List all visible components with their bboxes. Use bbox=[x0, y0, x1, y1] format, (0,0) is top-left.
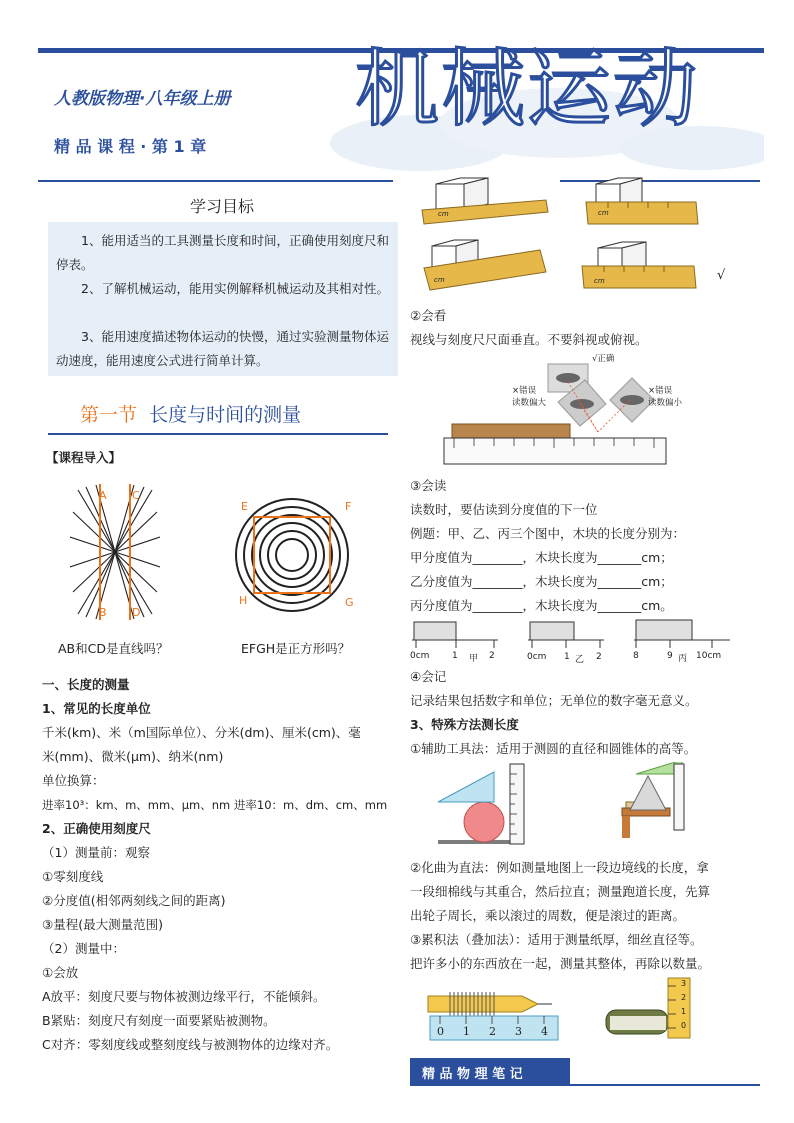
example-yi: 乙分度值为________，木块长度为_______cm； bbox=[410, 574, 673, 589]
ruler-bing-tick-9: 9 bbox=[667, 651, 673, 661]
example-bing: 丙分度值为________，木块长度为_______cm。 bbox=[410, 598, 673, 613]
vert-tick-2: 2 bbox=[681, 993, 687, 1002]
eye-wrong-big-label-1: ×错误 bbox=[512, 386, 537, 396]
method-3-line-1: ③累积法（叠加法）：适用于测量纸厚，细丝直径等。 bbox=[410, 932, 703, 947]
label-c: C bbox=[132, 489, 140, 502]
illusion-square-figure bbox=[232, 495, 352, 615]
method-3-line-2: 把许多小的东西放在一起，测量其整体，再除以数量。 bbox=[410, 956, 711, 971]
label-b: B bbox=[99, 606, 107, 619]
place-b: B紧贴：刻度尺有刻度一面要紧贴被测物。 bbox=[42, 1013, 276, 1028]
observe-division: ②分度值(相邻两刻线之间的距离) bbox=[42, 893, 226, 908]
ruler-yi-tick-1: 1 bbox=[564, 652, 570, 662]
ruler-jia-tick-2: 2 bbox=[489, 651, 495, 661]
ruler-placement-figure bbox=[418, 176, 718, 300]
ruler-bing-name: 丙 bbox=[678, 654, 688, 664]
ruler-unit-label-4: cm bbox=[594, 277, 605, 285]
observe-range: ③量程(最大测量范围) bbox=[42, 917, 163, 932]
ruler-bing-tick-10: 10cm bbox=[696, 651, 722, 661]
ruler-yi-figure bbox=[526, 620, 606, 650]
ruler-jia-tick-1: 1 bbox=[452, 651, 458, 661]
heading-units: 1、常见的长度单位 bbox=[42, 701, 151, 716]
cone-height-figure bbox=[600, 762, 690, 846]
section-underline bbox=[48, 433, 388, 435]
fig1-caption: AB和CD是直线吗？ bbox=[58, 641, 169, 656]
ruler-unit-label-2: cm bbox=[598, 209, 609, 217]
look-title: ②会看 bbox=[410, 308, 447, 323]
ruler-yi-name: 乙 bbox=[575, 655, 585, 665]
objectives-title: 学习目标 bbox=[190, 197, 255, 216]
book-title: 人教版物理·八年级上册 bbox=[54, 89, 231, 109]
ruler-unit-label-1: cm bbox=[438, 210, 449, 218]
during-measure: （2）测量中： bbox=[42, 941, 125, 956]
eye-wrong-big-label-2: 读数偏大 bbox=[512, 398, 547, 408]
record-text: 记录结果包括数字和单位；无单位的数字毫无意义。 bbox=[410, 693, 698, 708]
units-line-1: 千米(km)、米（m国际单位）、分米(dm)、厘米(cm)、毫 bbox=[42, 725, 361, 740]
eye-viewing-figure bbox=[440, 352, 672, 468]
label-a: A bbox=[99, 489, 107, 502]
chapter-title: 机械运动 bbox=[355, 42, 700, 136]
method-1: ①辅助工具法：适用于测圆的直径和圆锥体的高等。 bbox=[410, 741, 697, 756]
ruler-tick-3: 3 bbox=[515, 1025, 522, 1038]
method-2-line-3: 出轮子周长，乘以滚过的周数，便是滚过的距离。 bbox=[410, 908, 686, 923]
record-title: ④会记 bbox=[410, 669, 447, 684]
ruler-tick-0: 0 bbox=[437, 1025, 444, 1038]
label-f: F bbox=[345, 500, 352, 513]
place-a: A放平：刻度尺要与物体被测边缘平行，不能倾斜。 bbox=[42, 989, 326, 1004]
objective-1: 1、能用适当的工具测量长度和时间，正确使用刻度尺和停表。 bbox=[56, 233, 389, 272]
ruler-bing-tick-8: 8 bbox=[633, 651, 639, 661]
section-number: 第一节 bbox=[80, 404, 138, 426]
vert-tick-3: 3 bbox=[681, 979, 687, 988]
place-title: ①会放 bbox=[42, 965, 79, 980]
ruler-yi-tick-2: 2 bbox=[596, 652, 602, 662]
heading-use-ruler: 2、正确使用刻度尺 bbox=[42, 821, 151, 836]
eye-correct-label: √正确 bbox=[592, 354, 615, 364]
header-bottom-line-left bbox=[38, 180, 393, 182]
footer-line bbox=[570, 1084, 760, 1086]
label-d: D bbox=[132, 606, 141, 619]
observe-zero: ①零刻度线 bbox=[42, 869, 104, 884]
label-e: E bbox=[241, 500, 248, 513]
ruler-tick-4: 4 bbox=[541, 1025, 548, 1038]
ruler-yi-tick-0: 0cm bbox=[527, 652, 547, 662]
example-jia: 甲分度值为________，木块长度为_______cm； bbox=[410, 550, 673, 565]
units-line-2: 米(mm)、微米(μm)、纳米(nm) bbox=[42, 749, 224, 764]
heading-length-measure: 一、长度的测量 bbox=[42, 677, 130, 692]
before-measure: （1）测量前：观察 bbox=[42, 845, 150, 860]
label-h: H bbox=[239, 594, 248, 607]
ruler-tick-2: 2 bbox=[489, 1025, 496, 1038]
objective-2: 2、了解机械运动，能用实例解释机械运动及其相对性。 bbox=[81, 281, 389, 296]
intro-label: 【课程导入】 bbox=[46, 450, 122, 465]
eye-wrong-small-label-1: ×错误 bbox=[648, 386, 673, 396]
example-text: 例题：甲、乙、丙三个图中，木块的长度分别为： bbox=[410, 526, 686, 541]
special-title: 3、特殊方法测长度 bbox=[410, 717, 519, 732]
course-subtitle: 精 品 课 程 · 第 1 章 bbox=[54, 137, 207, 156]
read-title: ③会读 bbox=[410, 478, 447, 493]
diameter-measure-figure bbox=[434, 762, 544, 846]
section-heading bbox=[80, 400, 301, 427]
read-text: 读数时，要估读到分度值的下一位 bbox=[410, 502, 598, 517]
footer-tag-label: 精 品 物 理 笔 记 bbox=[422, 1067, 523, 1082]
illusion-lines-figure bbox=[70, 482, 160, 622]
vert-tick-1: 1 bbox=[681, 1007, 687, 1016]
eye-wrong-small-label-2: 读数偏小 bbox=[648, 398, 683, 408]
ruler-unit-label-3: cm bbox=[434, 276, 445, 284]
ruler-jia-figure bbox=[410, 620, 500, 650]
vert-tick-0: 0 bbox=[681, 1021, 687, 1030]
look-text: 视线与刻度尺尺面垂直。不要斜视或俯视。 bbox=[410, 332, 648, 347]
section-title: 长度与时间的测量 bbox=[149, 404, 302, 426]
correct-check-icon: √ bbox=[717, 268, 726, 283]
ruler-tick-1: 1 bbox=[463, 1025, 470, 1038]
ruler-jia-name: 甲 bbox=[469, 654, 479, 664]
objective-3: 3、能用速度描述物体运动的快慢，通过实验测量物体运动速度，能用速度公式进行简单计算。 bbox=[56, 329, 389, 368]
label-g: G bbox=[345, 596, 354, 609]
conversion-title: 单位换算： bbox=[42, 773, 105, 788]
method-2-line-2: 一段细棉线与其重合，然后拉直；测量跑道长度，先算 bbox=[410, 884, 711, 899]
ruler-jia-tick-0: 0cm bbox=[410, 651, 430, 661]
place-c: C对齐：零刻度线或整刻度线与被测物体的边缘对齐。 bbox=[42, 1037, 339, 1052]
conversion-line: 进率10³：km、m、mm、μm、nm 进率10：m、dm、cm、mm bbox=[42, 798, 388, 812]
ruler-bing-figure bbox=[632, 618, 732, 650]
fig2-caption: EFGH是正方形吗？ bbox=[241, 641, 351, 656]
method-2-line-1: ②化曲为直法：例如测量地图上一段边境线的长度，拿 bbox=[410, 860, 709, 875]
